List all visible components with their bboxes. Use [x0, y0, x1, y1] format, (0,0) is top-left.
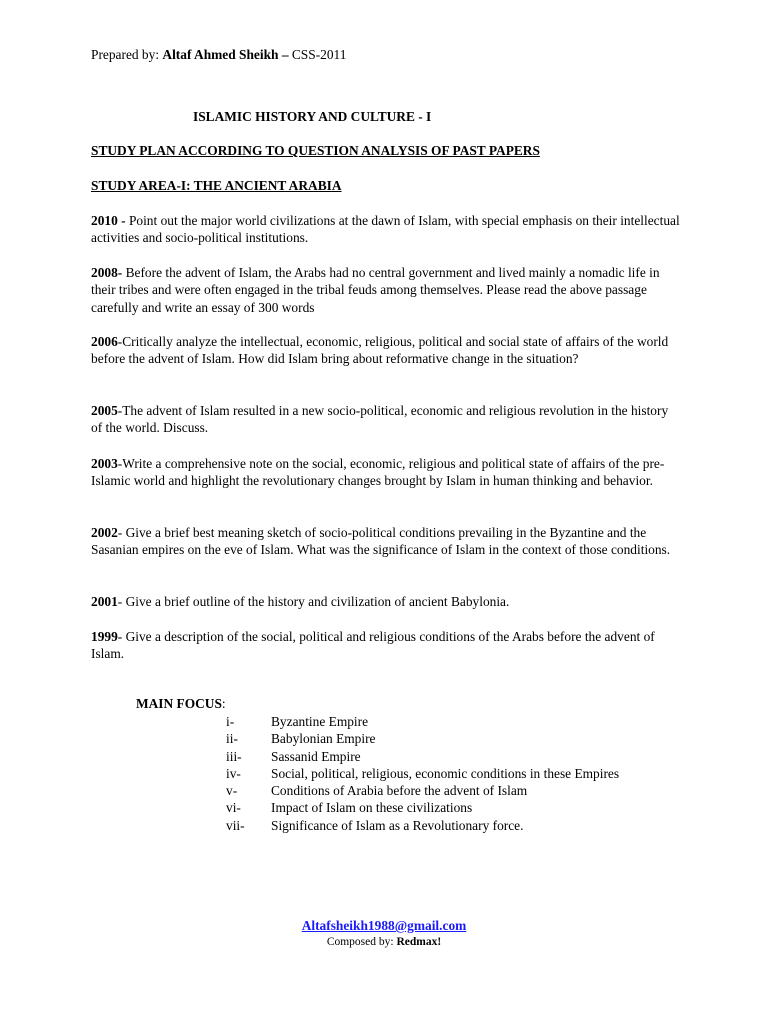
list-item-text: Social, political, religious, economic conditions in these Empires [271, 765, 620, 781]
list-item-text: Impact of Islam on these civilizations [271, 800, 473, 816]
question-2008 [91, 264, 681, 316]
main-focus-colon: : [221, 696, 226, 711]
question-1999 [91, 628, 681, 663]
question-text: Point out the major world civilizations at the dawn of Islam, with special emphasis on their intellectual activities and socio-political institutions. [91, 213, 680, 246]
composed-label: Composed by: [326, 936, 397, 948]
question-text: Before the advent of Islam, the Arabs had no central government and lived mainly a nomadic life in their tribes and were often engaged in the tribal feuds among themselves. Please read the above passage carefully and write an essay of 300 words [91, 265, 660, 315]
list-item-text: Babylonian Empire [271, 731, 376, 747]
question-2003 [91, 455, 681, 490]
question-2006 [91, 333, 681, 368]
question-text: -The advent of Islam resulted in a new socio-political, economic and religious revolution in the history of the world. Discuss. [91, 403, 669, 436]
list-item-number: vi- [226, 800, 241, 816]
list-item-text: Significance of Islam as a Revolutionary force. [271, 817, 524, 833]
list-item [226, 713, 619, 730]
list-item-number: vii- [226, 817, 245, 833]
study-plan-heading: STUDY PLAN ACCORDING TO QUESTION ANALYSIS OF PAST PAPERS [91, 143, 540, 158]
question-text: - Give a brief best meaning sketch of socio-political conditions prevailing in the Byzantine and the Sasanian empires on the eve of Islam. What was the significance of Islam in the context of those conditions. [91, 525, 671, 558]
author-name: Altaf Ahmed Sheikh – [162, 47, 289, 62]
question-text: -Write a comprehensive note on the social, economic, religious and political state of affairs of the pre-Islamic world and highlight the revolutionary changes brought by Islam in human thinking and behavior. [91, 456, 665, 489]
prepared-by-line [91, 46, 346, 63]
list-item-number: i- [226, 714, 235, 729]
list-item-number: iii- [226, 748, 242, 764]
list-item-text: Sassanid Empire [271, 748, 361, 764]
prepared-label: Prepared by: [91, 47, 163, 62]
composer-name: Redmax! [396, 936, 442, 948]
exam-name: CSS-2011 [288, 47, 347, 62]
list-item [226, 799, 619, 816]
question-year: 1999 [91, 629, 118, 644]
question-2001 [91, 593, 681, 610]
question-year: 2008- [91, 265, 123, 280]
main-focus-heading [136, 695, 226, 712]
list-item [226, 817, 619, 834]
list-item-number: v- [226, 783, 238, 799]
study-area-heading: STUDY AREA-I: THE ANCIENT ARABIA [91, 178, 342, 193]
question-year: 2006 [91, 334, 118, 349]
question-2005 [91, 402, 681, 437]
list-item [226, 782, 619, 799]
list-item [226, 748, 619, 765]
question-year: 2001 [91, 594, 118, 609]
question-text: - Give a brief outline of the history and civilization of ancient Babylonia. [117, 594, 510, 609]
list-item [226, 730, 619, 747]
footer-composed-by [0, 934, 768, 951]
question-text: -Critically analyze the intellectual, economic, religious, political and social state of affairs of the world before the advent of Islam. How did Islam bring about reformative change in the situation? [91, 334, 669, 367]
list-item [226, 765, 619, 782]
question-year: 2010 - [91, 213, 126, 228]
question-2010 [91, 212, 681, 247]
question-year: 2003 [91, 456, 118, 471]
document-title: ISLAMIC HISTORY AND CULTURE - I [193, 109, 432, 124]
question-2002 [91, 524, 681, 559]
list-item-number: ii- [226, 731, 238, 747]
footer-email-link[interactable]: Altafsheikh1988@gmail.com [301, 918, 467, 933]
list-item-text: Conditions of Arabia before the advent of Islam [271, 783, 528, 799]
question-text: - Give a description of the social, political and religious conditions of the Arabs before the advent of Islam. [91, 629, 655, 662]
main-focus-label: MAIN FOCUS [136, 696, 222, 711]
main-focus-list [226, 713, 619, 834]
list-item-text: Byzantine Empire [271, 714, 369, 729]
list-item-number: iv- [226, 765, 241, 781]
question-year: 2005 [91, 403, 118, 418]
question-year: 2002 [91, 525, 118, 540]
